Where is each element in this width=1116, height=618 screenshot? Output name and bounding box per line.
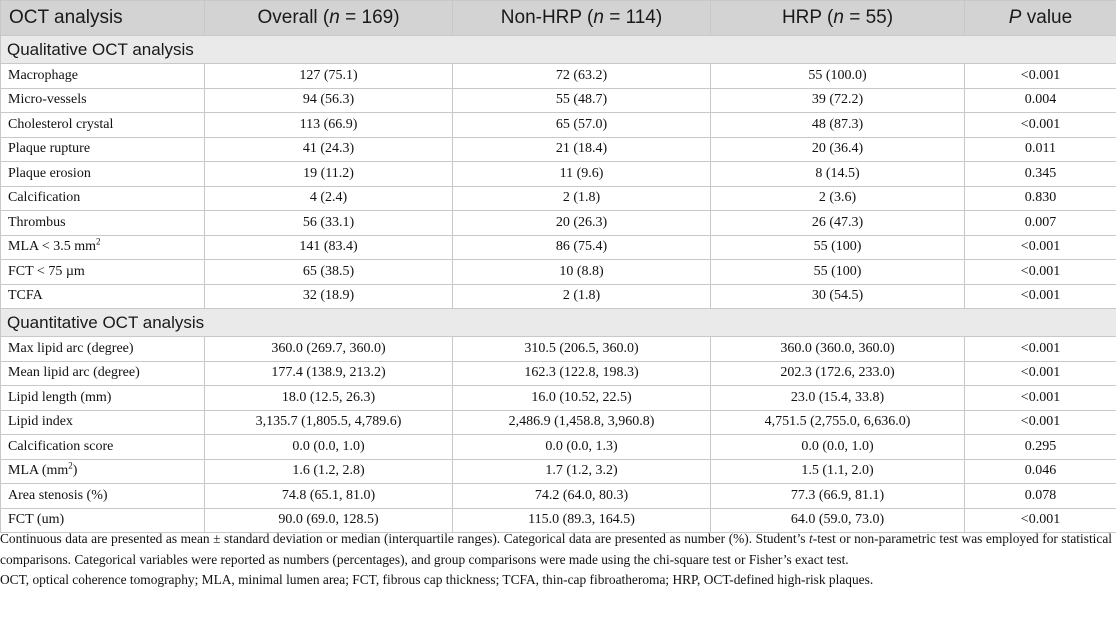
row-label-superscript: 2 [96, 236, 101, 247]
section-title: Quantitative OCT analysis [1, 309, 1116, 337]
table-row [1, 410, 1116, 435]
row-label-text: Calcification [8, 190, 81, 206]
section-title: Qualitative OCT analysis [1, 36, 1116, 64]
row-label [1, 459, 205, 484]
table-row [1, 186, 1116, 211]
row-label-text: MLA (mm [8, 463, 69, 479]
cell-hrp: 4,751.5 (2,755.0, 6,636.0) [711, 410, 965, 435]
cell-overall: 41 (24.3) [205, 137, 453, 162]
row-label-superscript: 2 [68, 460, 73, 471]
table-row [1, 88, 1116, 113]
cell-overall: 32 (18.9) [205, 284, 453, 309]
header-hrp-prefix: HRP ( [781, 7, 834, 28]
cell-hrp: 26 (47.3) [711, 211, 965, 236]
cell-overall: 74.8 (65.1, 81.0) [205, 484, 453, 509]
cell-p-value: <0.001 [965, 410, 1116, 435]
cell-p-value: <0.001 [965, 113, 1116, 138]
row-label [1, 435, 205, 460]
table-row [1, 162, 1116, 187]
row-label [1, 137, 205, 162]
row-label-text: FCT (um) [8, 512, 65, 528]
cell-overall: 56 (33.1) [205, 211, 453, 236]
cell-non-hrp: 86 (75.4) [453, 235, 711, 260]
row-label-text: Plaque erosion [8, 165, 91, 181]
cell-p-value: 0.011 [965, 137, 1116, 162]
table-row [1, 64, 1116, 89]
cell-non-hrp: 72 (63.2) [453, 64, 711, 89]
cell-hrp: 64.0 (59.0, 73.0) [711, 508, 965, 533]
cell-hrp: 55 (100) [711, 260, 965, 285]
cell-overall: 127 (75.1) [205, 64, 453, 89]
cell-p-value: 0.046 [965, 459, 1116, 484]
row-label [1, 64, 205, 89]
section-row [1, 36, 1116, 64]
cell-non-hrp: 21 (18.4) [453, 137, 711, 162]
cell-overall: 177.4 (138.9, 213.2) [205, 361, 453, 386]
cell-non-hrp: 115.0 (89.3, 164.5) [453, 508, 711, 533]
cell-non-hrp: 2 (1.8) [453, 284, 711, 309]
cell-non-hrp: 162.3 (122.8, 198.3) [453, 361, 711, 386]
table-row [1, 459, 1116, 484]
cell-hrp: 23.0 (15.4, 33.8) [711, 386, 965, 411]
cell-hrp: 77.3 (66.9, 81.1) [711, 484, 965, 509]
row-label-text: Thrombus [8, 214, 66, 230]
row-label [1, 88, 205, 113]
header-p-symbol: P [1008, 7, 1022, 28]
header-overall-suffix: = 169) [339, 7, 400, 28]
cell-non-hrp: 20 (26.3) [453, 211, 711, 236]
table-row [1, 386, 1116, 411]
table-row [1, 284, 1116, 309]
cell-non-hrp: 2,486.9 (1,458.8, 3,960.8) [453, 410, 711, 435]
cell-non-hrp: 10 (8.8) [453, 260, 711, 285]
section-row [1, 309, 1116, 337]
row-label-text: Macrophage [8, 67, 78, 83]
header-overall-prefix: Overall ( [257, 7, 330, 28]
header-hrp-n: n [833, 7, 844, 28]
cell-p-value: <0.001 [965, 260, 1116, 285]
header-p-value [965, 1, 1116, 36]
cell-non-hrp: 2 (1.8) [453, 186, 711, 211]
cell-overall: 90.0 (69.0, 128.5) [205, 508, 453, 533]
cell-hrp: 55 (100.0) [711, 64, 965, 89]
cell-hrp: 55 (100) [711, 235, 965, 260]
cell-hrp: 20 (36.4) [711, 137, 965, 162]
footnote-abbreviations: OCT, optical coherence tomography; MLA, minimal lumen area; FCT, fibrous cap thickness; TCFA, thin-cap fibroatheroma; HRP, OCT-defined high-risk plaques. [0, 572, 874, 587]
row-label [1, 260, 205, 285]
cell-hrp: 360.0 (360.0, 360.0) [711, 337, 965, 362]
header-overall [205, 1, 453, 36]
row-label-text: Cholesterol crystal [8, 116, 114, 132]
table-row [1, 235, 1116, 260]
table-row [1, 361, 1116, 386]
row-label-text: Plaque rupture [8, 141, 91, 157]
cell-p-value: <0.001 [965, 64, 1116, 89]
cell-non-hrp: 310.5 (206.5, 360.0) [453, 337, 711, 362]
cell-overall: 360.0 (269.7, 360.0) [205, 337, 453, 362]
cell-overall: 18.0 (12.5, 26.3) [205, 386, 453, 411]
cell-hrp: 2 (3.6) [711, 186, 965, 211]
row-label-text: Micro-vessels [8, 92, 87, 108]
cell-overall: 3,135.7 (1,805.5, 4,789.6) [205, 410, 453, 435]
cell-hrp: 8 (14.5) [711, 162, 965, 187]
table-row [1, 260, 1116, 285]
row-label-text: MLA < 3.5 mm [8, 239, 97, 255]
row-label-text: Mean lipid arc (degree) [8, 365, 140, 381]
cell-overall: 0.0 (0.0, 1.0) [205, 435, 453, 460]
cell-overall: 94 (56.3) [205, 88, 453, 113]
cell-hrp: 39 (72.2) [711, 88, 965, 113]
row-label-text: Lipid index [8, 414, 73, 430]
row-label [1, 113, 205, 138]
header-row [1, 1, 1116, 36]
row-label-text: Max lipid arc (degree) [8, 340, 134, 356]
row-label [1, 162, 205, 187]
row-label-text: Lipid length (mm) [8, 389, 112, 405]
cell-overall: 65 (38.5) [205, 260, 453, 285]
cell-non-hrp: 74.2 (64.0, 80.3) [453, 484, 711, 509]
cell-overall: 19 (11.2) [205, 162, 453, 187]
cell-p-value: <0.001 [965, 508, 1116, 533]
footnote-t-symbol: t [809, 531, 813, 546]
table-row [1, 337, 1116, 362]
row-label-text: TCFA [8, 288, 43, 304]
cell-p-value: 0.007 [965, 211, 1116, 236]
row-label [1, 337, 205, 362]
header-overall-n: n [329, 7, 340, 28]
cell-non-hrp: 0.0 (0.0, 1.3) [453, 435, 711, 460]
row-label [1, 284, 205, 309]
footnote-paragraph [0, 529, 1112, 570]
header-non-hrp-prefix: Non-HRP ( [500, 7, 594, 28]
cell-overall: 4 (2.4) [205, 186, 453, 211]
header-hrp [711, 1, 965, 36]
row-label [1, 484, 205, 509]
row-label [1, 186, 205, 211]
row-label [1, 410, 205, 435]
header-non-hrp [453, 1, 711, 36]
cell-p-value: <0.001 [965, 337, 1116, 362]
header-oct-analysis: OCT analysis [1, 1, 205, 36]
cell-hrp: 1.5 (1.1, 2.0) [711, 459, 965, 484]
cell-p-value: <0.001 [965, 284, 1116, 309]
header-non-hrp-suffix: = 114) [603, 7, 663, 28]
table-row [1, 484, 1116, 509]
cell-non-hrp: 11 (9.6) [453, 162, 711, 187]
cell-non-hrp: 1.7 (1.2, 3.2) [453, 459, 711, 484]
row-label-suffix: ) [72, 463, 78, 479]
table-row [1, 137, 1116, 162]
cell-non-hrp: 55 (48.7) [453, 88, 711, 113]
cell-hrp: 48 (87.3) [711, 113, 965, 138]
footnote-text-1: Continuous data are presented as mean ± standard deviation or median (interquartile ranges). Categorical data are presented as number (%). Student’s [0, 531, 810, 546]
row-label [1, 211, 205, 236]
header-hrp-suffix: = 55) [843, 7, 894, 28]
cell-overall: 1.6 (1.2, 2.8) [205, 459, 453, 484]
cell-p-value: 0.345 [965, 162, 1116, 187]
row-label [1, 386, 205, 411]
cell-hrp: 30 (54.5) [711, 284, 965, 309]
footnote-text-2: -test or non-parametric test was employed for statistical comparisons. Categorical variables were reported as numbers (percentages), and group comparisons were made using the chi-square test or Fisher’s exact test. [0, 531, 1112, 567]
cell-p-value: <0.001 [965, 235, 1116, 260]
row-label-text: FCT < 75 µm [8, 263, 85, 279]
header-non-hrp-n: n [593, 7, 604, 28]
row-label [1, 361, 205, 386]
cell-hrp: 202.3 (172.6, 233.0) [711, 361, 965, 386]
cell-p-value: 0.004 [965, 88, 1116, 113]
table-header [1, 1, 1116, 36]
table-row [1, 113, 1116, 138]
table-footnote [0, 529, 1112, 591]
cell-non-hrp: 65 (57.0) [453, 113, 711, 138]
table-row [1, 435, 1116, 460]
cell-overall: 113 (66.9) [205, 113, 453, 138]
cell-p-value: <0.001 [965, 386, 1116, 411]
cell-p-value: 0.078 [965, 484, 1116, 509]
cell-p-value: <0.001 [965, 361, 1116, 386]
table-body [1, 36, 1116, 533]
row-label [1, 235, 205, 260]
cell-p-value: 0.830 [965, 186, 1116, 211]
table-row [1, 211, 1116, 236]
header-p-suffix: value [1021, 7, 1073, 28]
cell-non-hrp: 16.0 (10.52, 22.5) [453, 386, 711, 411]
cell-hrp: 0.0 (0.0, 1.0) [711, 435, 965, 460]
row-label-text: Area stenosis (%) [8, 487, 108, 503]
row-label-text: Calcification score [8, 438, 114, 454]
cell-overall: 141 (83.4) [205, 235, 453, 260]
cell-p-value: 0.295 [965, 435, 1116, 460]
